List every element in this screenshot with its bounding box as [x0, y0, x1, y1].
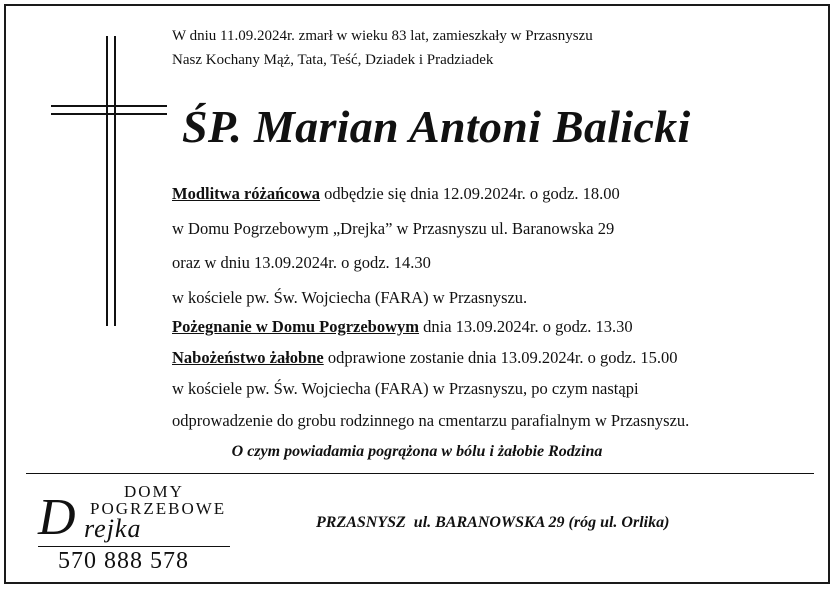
body-line-6-bold: Nabożeństwo żałobne — [172, 348, 324, 367]
body-line-4 — [172, 288, 527, 308]
logo-phone: 570 888 578 — [58, 548, 189, 574]
funeral-home-address: PRZASNYSZ ul. BARANOWSKA 29 (róg ul. Orlika) — [316, 514, 670, 531]
cross-icon-vertical-2 — [114, 36, 116, 326]
obituary-notice — [4, 4, 830, 584]
body-line-5-bold: Pożegnanie w Domu Pogrzebowym — [172, 317, 420, 336]
divider — [26, 473, 814, 474]
body-line-5-text: dnia 13.09.2024r. o godz. 13.30 — [419, 317, 633, 336]
logo-line-2: POGRZEBOWE — [90, 499, 227, 518]
logo-line-1: DOMY — [124, 482, 184, 501]
intro-line-1: W dniu 11.09.2024r. zmarł w wieku 83 lat, zamieszkały w Przasnyszu — [172, 28, 593, 44]
body-line-2 — [172, 219, 614, 239]
body-line-7 — [172, 379, 639, 399]
body-line-8-text: odprowadzenie do grobu rodzinnego na cmentarzu parafialnym w Przasnyszu. — [172, 411, 690, 430]
logo-name: rejka — [84, 514, 142, 543]
logo-initial: D — [38, 489, 76, 546]
body-line-5 — [172, 317, 633, 337]
body-line-2-text: w Domu Pogrzebowym „Drejka” w Przasnyszu ul. Baranowska 29 — [172, 219, 615, 238]
body-line-7-text: w kościele pw. Św. Wojciecha (FARA) w Przasnyszu, po czym nastąpi — [172, 379, 639, 398]
body-line-8 — [172, 411, 689, 431]
cross-icon-horizontal-1 — [51, 105, 167, 107]
body-line-4-text: w kościele pw. Św. Wojciecha (FARA) w Przasnyszu. — [172, 288, 528, 307]
body-line-1-text: odbędzie się dnia 12.09.2024r. o godz. 18.00 — [320, 184, 620, 203]
body-line-6-text: odprawione zostanie dnia 13.09.2024r. o godz. 15.00 — [323, 348, 678, 367]
body-line-6 — [172, 348, 678, 368]
body-line-3 — [172, 253, 431, 273]
intro-line-2: Nasz Kochany Mąż, Tata, Teść, Dziadek i Pradziadek — [172, 52, 494, 68]
cross-icon-horizontal-2 — [51, 113, 167, 115]
body-line-1-bold: Modlitwa różańcowa — [172, 184, 321, 203]
deceased-name: ŚP. Marian Antoni Balicki — [182, 101, 691, 152]
funeral-home-logo — [34, 480, 244, 580]
body-line-3-text: oraz w dniu 13.09.2024r. o godz. 14.30 — [172, 253, 431, 272]
closing-line: O czym powiadamia pogrążona w bólu i żałobie Rodzina — [231, 443, 603, 460]
body-line-1 — [172, 184, 620, 204]
logo-rule — [38, 546, 230, 547]
cross-icon-vertical-1 — [106, 36, 108, 326]
